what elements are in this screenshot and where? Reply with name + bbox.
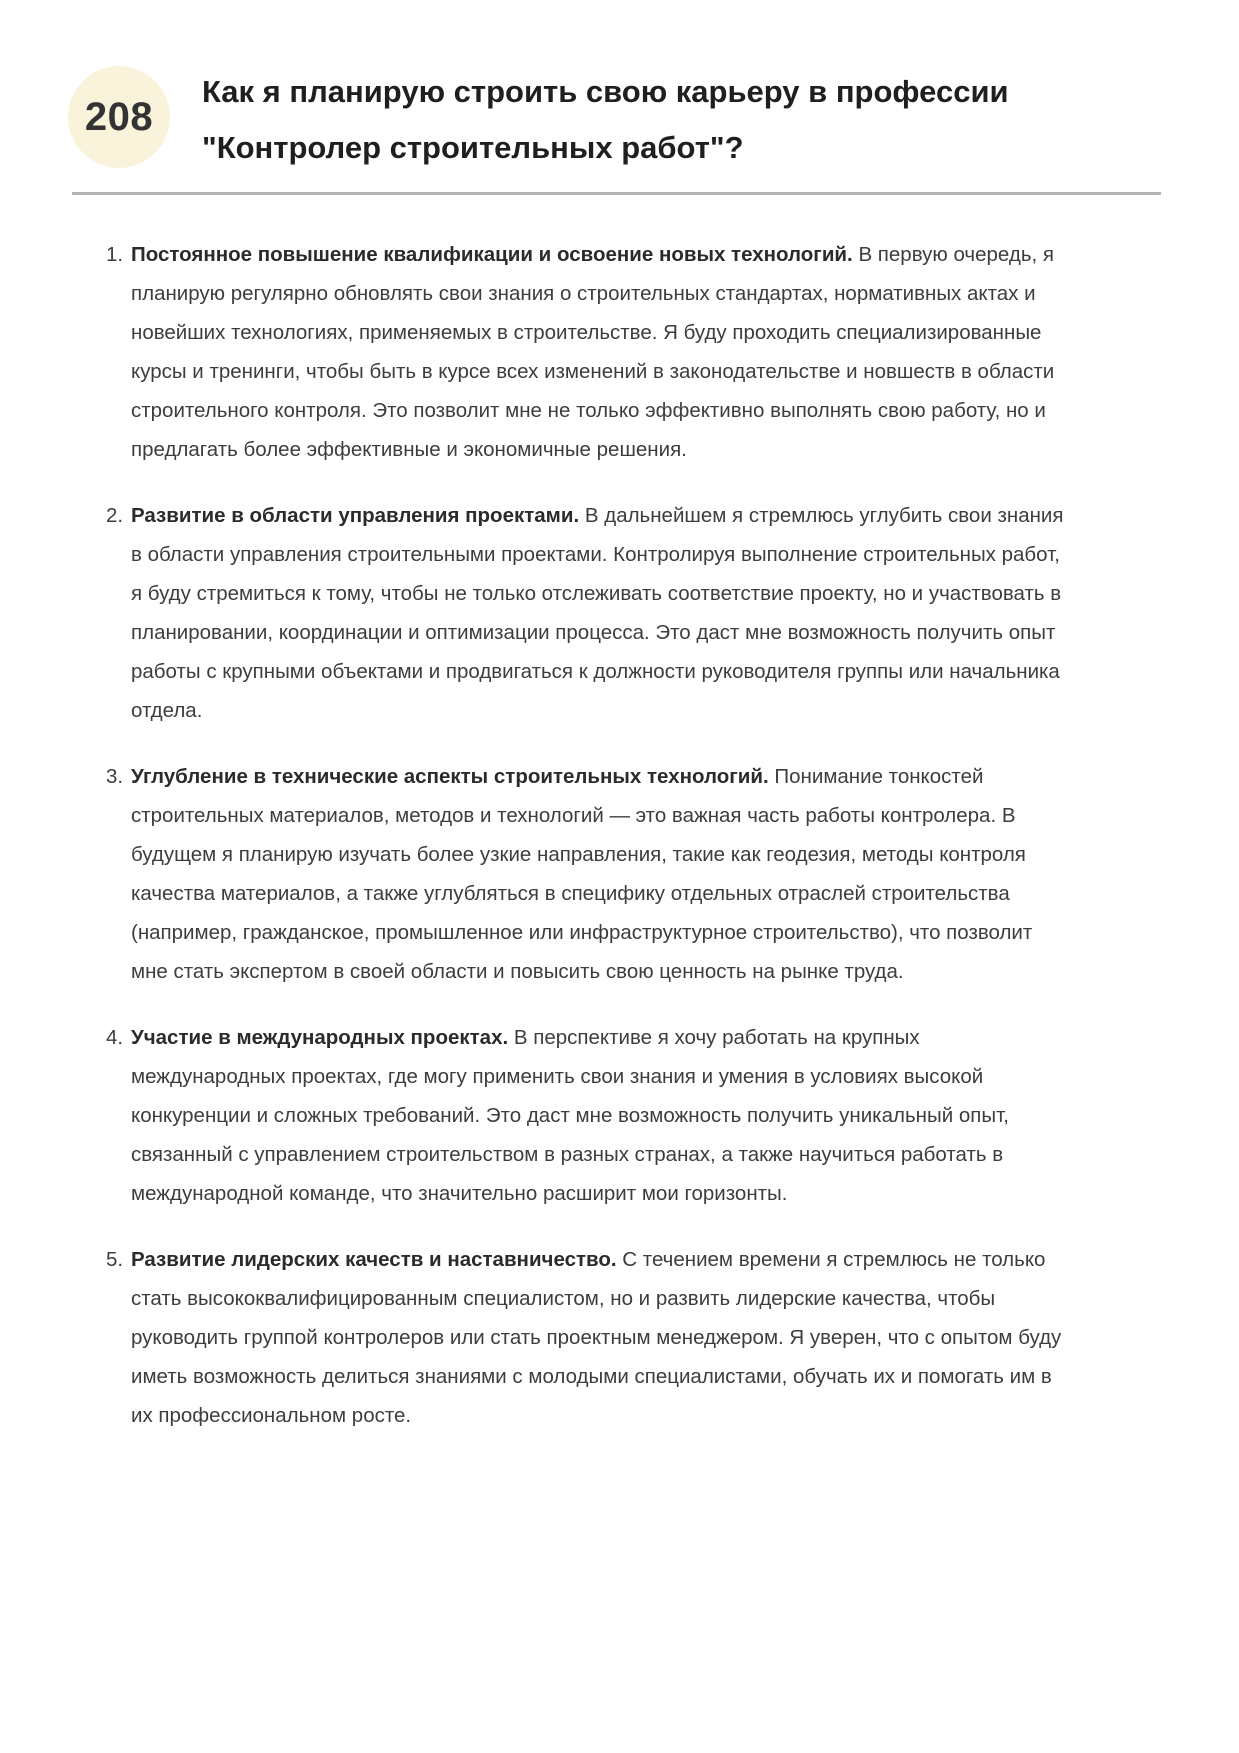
item-number: 2. xyxy=(106,504,124,527)
item-heading: Развитие лидерских качеств и наставничество. xyxy=(131,1248,617,1271)
item-number: 3. xyxy=(106,765,124,788)
item-number: 4. xyxy=(106,1026,124,1049)
item-body: В перспективе я хочу работать на крупных международных проектах, где могу применить свои знания и умения в условиях высокой конкуренции и сложных требований. Это даст мне возможность получить уникальный опыт, связанный с управлением строительством в разных странах, а также научиться работать в международной команде, что значительно расширит мои горизонты. xyxy=(131,1026,1009,1205)
item-body: В первую очередь, я планирую регулярно обновлять свои знания о строительных стандартах, нормативных актах и новейших технологиях, применяемых в строительстве. Я буду проходить специализированные курсы и тренинги, чтобы быть в курсе всех изменений в законодательстве и новшеств в области строительного контроля. Это позволит мне не только эффективно выполнять свою работу, но и предлагать более эффективные и экономичные решения. xyxy=(131,243,1055,461)
question-number: 208 xyxy=(84,94,154,139)
item-body: В дальнейшем я стремлюсь углубить свои знания в области управления строительными проектами. Контролируя выполнение строительных работ, я буду стремиться к тому, чтобы не только отслеживать соответствие проекту, но и участвовать в планировании, координации и оптимизации процесса. Это даст мне возможность получить опыт работы с крупными объектами и продвигаться к должности руководителя группы или начальника отдела. xyxy=(131,504,1064,722)
page-title: Как я планирую строить свою карьеру в профессии "Контролер строительных работ"? xyxy=(202,74,1009,165)
list-item xyxy=(107,235,1071,469)
item-number: 1. xyxy=(106,243,124,266)
item-body: С течением времени я стремлюсь не только стать высококвалифицированным специалистом, но и развить лидерские качества, чтобы руководить группой контролеров или стать проектным менеджером. Я уверен, что с опытом буду иметь возможность делиться знаниями с молодыми специалистами, обучать их и помогать им в их профессиональном росте. xyxy=(131,1248,1062,1427)
item-heading: Участие в международных проектах. xyxy=(131,1026,509,1049)
item-heading: Постоянное повышение квалификации и освоение новых технологий. xyxy=(131,243,853,266)
item-heading: Углубление в технические аспекты строительных технологий. xyxy=(131,765,769,788)
list-item xyxy=(107,496,1071,730)
item-number: 5. xyxy=(106,1248,124,1271)
item-heading: Развитие в области управления проектами. xyxy=(131,504,580,527)
list-item xyxy=(107,757,1071,991)
answer-list xyxy=(0,195,1239,1435)
page-header xyxy=(0,0,1239,176)
list-item xyxy=(107,1240,1071,1435)
list-item xyxy=(107,1018,1071,1213)
item-body: Понимание тонкостей строительных материалов, методов и технологий — это важная часть работы контролера. В будущем я планирую изучать более узкие направления, такие как геодезия, методы контроля качества материалов, а также углубляться в специфику отдельных отраслей строительства (например, гражданское, промышленное или инфраструктурное строительство), что позволит мне стать экспертом в своей области и повысить свою ценность на рынке труда. xyxy=(131,765,1033,983)
question-number-badge xyxy=(68,66,170,168)
